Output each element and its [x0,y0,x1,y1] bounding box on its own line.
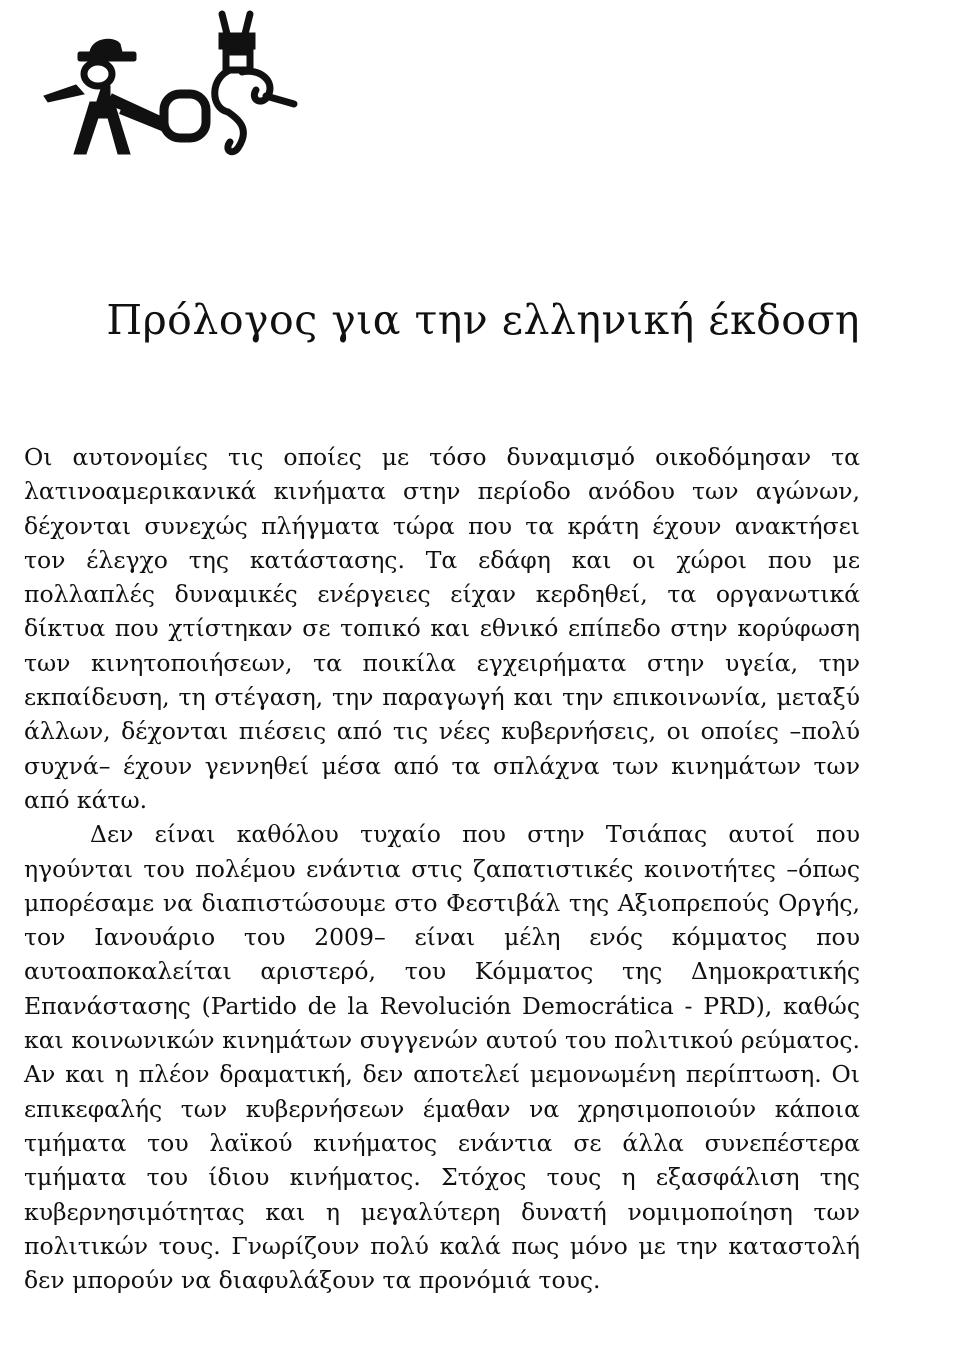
paragraph-2: Δεν είναι καθόλου τυχαίο που στην Τσιάπας αυτοί που ηγούνται του πολέμου ενάντια στις ζαπατιστικές κοινοτήτες –όπως μπορέσαμε να διαπιστώσουμε στο Φεστιβάλ της Αξιοπρεπούς Οργής, τον Ιανουάριο του 2009– είναι μέλη ενός κόμματος που αυτοαποκαλείται αριστερό, του Κόμματος της Δημοκρατικής Επανάστασης (Partido de la Revolución Democrática - PRD), καθώς και κοινωνικών κινημάτων συγγενών αυτού του πολιτικού ρεύματος. Αν και η πλέον δραματική, δεν αποτελεί μεμονωμένη περίπτωση. Οι επικεφαλής των κυβερνήσεων έμαθαν να χρησιμοποιούν κάποια τμήματα του λαϊκού κινήματος ενάντια σε άλλα συνεπέστερα τμήματα του ίδιου κινήματος. Στόχος τους η εξασφάλιση της κυβερνησιμότητας και η μεγαλύτερη δυνατή νομιμοποίηση των πολιτικών τους. Γνωρίζουν πολύ καλά πως μόνο με την καταστολή δεν μπορούν να διαφυλάξουν τα προνόμιά τους. [24,820,860,1295]
body-text [24,440,860,1297]
figure-circle-glyph [164,94,206,138]
page-title: Πρόλογος για την ελληνική έκδοση [106,296,860,344]
figure-person-glyph [44,39,168,154]
glyph-logo-illustration [14,8,334,158]
paragraph-1: Οι αυτονομίες τις οποίες με τόσο δυναμισμό οικοδόμησαν τα λατινοαμερικανικά κινήματα στην περίοδο ανόδου των αγώνων, δέχονται συνεχώς πλήγματα τώρα που τα κράτη έχουν ανακτήσει τον έλεγχο της κατάστασης. Τα εδάφη και οι χώροι που με πολλαπλές δυναμικές ενέργειες είχαν κερδηθεί, τα οργανωτικά δίκτυα που χτίστηκαν σε τοπικό και εθνικό επίπεδο στην κορύφωση των κινητοποιήσεων, τα ποικίλα εγχειρήματα στην υγεία, την εκπαίδευση, τη στέγαση, την παραγωγή και την επικοινωνία, μεταξύ άλλων, δέχονται πιέσεις από τις νέες κυβερνήσεις, οι οποίες –πολύ συχνά– έχουν γεννηθεί μέσα από τα σπλάχνα των κινημάτων των από κάτω. [24,443,860,814]
figure-creature-glyph [215,14,294,152]
